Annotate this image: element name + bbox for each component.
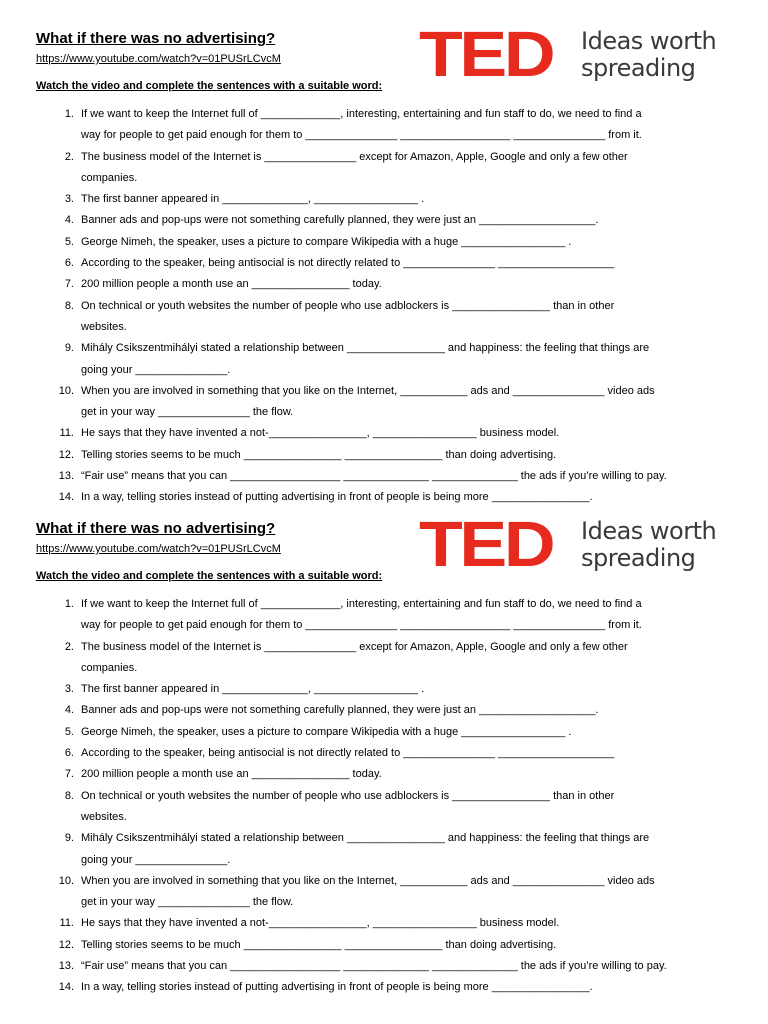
question-item: [0, 913, 768, 934]
question-text: When you are involved in something that you like on the Internet, ___________ ads and _______________ video ads: [81, 384, 655, 397]
ted-wordmark: TED: [419, 508, 553, 580]
question-item: [0, 381, 768, 424]
question-text: George Nimeh, the speaker, uses a picture to compare Wikipedia with a huge _________________ .: [81, 725, 572, 738]
question-text: Banner ads and pop-ups were not something carefully planned, they were just an ___________________.: [81, 704, 599, 717]
question-item: [0, 232, 768, 253]
question-text: If we want to keep the Internet full of _____________, interesting, entertaining and fun staff to do, we need to find a: [81, 108, 642, 120]
question-number: 6.: [64, 747, 74, 760]
question-item: [0, 828, 768, 871]
question-number: 5.: [64, 725, 74, 738]
question-item: [0, 764, 768, 785]
tagline-line-1: Ideas worth: [581, 517, 717, 545]
question-item: [0, 743, 768, 764]
question-text: Mihály Csikszentmihályi stated a relationship between ________________ and happiness: the feeling that things are: [81, 342, 650, 355]
question-item: [0, 935, 768, 956]
question-text-continued: going your _______________.: [81, 363, 231, 376]
question-text: According to the speaker, being antisocial is not directly related to _______________ ___________________: [81, 747, 615, 760]
question-text: George Nimeh, the speaker, uses a picture to compare Wikipedia with a huge _________________ .: [81, 235, 572, 248]
worksheet-copy-2: [0, 490, 768, 994]
question-text: On technical or youth websites the number of people who use adblockers is ________________ than in other: [81, 789, 615, 802]
question-number: 10.: [58, 874, 74, 887]
question-item: [0, 637, 768, 680]
question-text: He says that they have invented a not-________________, _________________ business model.: [81, 917, 560, 930]
question-text: The business model of the Internet is _______________ except for Amazon, Apple, Google and only a few other: [81, 640, 628, 653]
question-number: 4.: [64, 704, 74, 717]
question-number: 13.: [58, 960, 74, 973]
question-number: 9.: [64, 342, 74, 355]
question-number: 14.: [58, 491, 74, 504]
question-text-continued: going your _______________.: [81, 853, 231, 866]
question-item: [0, 104, 768, 147]
question-number: 8.: [64, 299, 74, 312]
video-link[interactable]: https://www.youtube.com/watch?v=01PUSrLCvcM: [36, 53, 281, 65]
question-list: [0, 104, 768, 509]
question-item: [0, 679, 768, 700]
question-number: 11.: [59, 917, 74, 930]
tagline-line-2: spreading: [581, 544, 696, 572]
question-item: [0, 956, 768, 977]
question-item: [0, 786, 768, 829]
question-text-continued: way for people to get paid enough for them to _______________ __________________ _______________ from it.: [81, 129, 642, 142]
question-text: In a way, telling stories instead of putting advertising in front of people is being more ________________.: [81, 981, 593, 994]
question-number: 5.: [64, 235, 74, 248]
question-item: [0, 147, 768, 190]
question-number: 6.: [64, 257, 74, 270]
question-item: [0, 423, 768, 444]
question-number: 14.: [58, 981, 74, 994]
question-number: 2.: [64, 640, 74, 653]
question-text: Banner ads and pop-ups were not something carefully planned, they were just an ___________________.: [81, 214, 599, 227]
question-item: [0, 274, 768, 295]
worksheet-title: What if there was no advertising?: [36, 520, 276, 537]
ted-logo: [419, 508, 734, 580]
ted-wordmark: TED: [419, 18, 553, 90]
question-text: “Fair use” means that you can __________________ ______________ ______________ the ads if you’re willing to pay.: [81, 960, 667, 973]
question-item: [0, 189, 768, 210]
tagline-line-1: Ideas worth: [581, 27, 717, 55]
question-number: 7.: [64, 278, 74, 291]
question-text: On technical or youth websites the number of people who use adblockers is ________________ than in other: [81, 299, 615, 312]
video-link[interactable]: https://www.youtube.com/watch?v=01PUSrLCvcM: [36, 543, 281, 555]
question-number: 12.: [58, 938, 74, 951]
question-number: 1.: [64, 108, 74, 120]
question-number: 4.: [64, 214, 74, 227]
question-item: [0, 210, 768, 231]
question-text: Mihály Csikszentmihályi stated a relationship between ________________ and happiness: the feeling that things are: [81, 832, 650, 845]
question-item: [0, 253, 768, 274]
question-text: 200 million people a month use an ________________ today.: [81, 278, 382, 291]
worksheet-title: What if there was no advertising?: [36, 30, 276, 47]
question-text: In a way, telling stories instead of putting advertising in front of people is being more ________________.: [81, 491, 593, 504]
ted-tagline: [581, 518, 716, 572]
question-text: The business model of the Internet is _______________ except for Amazon, Apple, Google and only a few other: [81, 150, 628, 163]
instructions: Watch the video and complete the sentences with a suitable word:: [36, 570, 383, 582]
question-item: [0, 466, 768, 487]
question-text-continued: get in your way _______________ the flow.: [81, 406, 294, 419]
question-item: [0, 338, 768, 381]
question-text-continued: way for people to get paid enough for them to _______________ __________________ _______________ from it.: [81, 619, 642, 632]
question-number: 10.: [58, 384, 74, 397]
question-item: [0, 871, 768, 914]
question-item: [0, 594, 768, 637]
question-number: 11.: [59, 427, 74, 440]
question-number: 13.: [58, 470, 74, 483]
question-text: 200 million people a month use an ________________ today.: [81, 768, 382, 781]
question-number: 7.: [64, 768, 74, 781]
question-number: 3.: [64, 683, 74, 696]
ted-logo: [419, 18, 734, 90]
question-item: [0, 977, 768, 998]
question-number: 2.: [64, 150, 74, 163]
question-number: 1.: [64, 598, 74, 610]
question-text: If we want to keep the Internet full of _____________, interesting, entertaining and fun staff to do, we need to find a: [81, 598, 642, 610]
question-number: 3.: [64, 193, 74, 206]
question-text: “Fair use” means that you can __________________ ______________ ______________ the ads if you’re willing to pay.: [81, 470, 667, 483]
question-text: Telling stories seems to be much ________________ ________________ than doing advertising.: [81, 448, 557, 461]
question-text-continued: get in your way _______________ the flow.: [81, 896, 294, 909]
question-item: [0, 445, 768, 466]
question-item: [0, 722, 768, 743]
question-text-continued: companies.: [81, 171, 138, 184]
question-text-continued: websites.: [81, 810, 127, 823]
ted-tagline: [581, 28, 716, 82]
question-number: 9.: [64, 832, 74, 845]
worksheet-copy-1: [0, 0, 768, 504]
question-text: According to the speaker, being antisocial is not directly related to _______________ ___________________: [81, 257, 615, 270]
question-text-continued: websites.: [81, 320, 127, 333]
question-item: [0, 296, 768, 339]
question-text: The first banner appeared in ______________, _________________ .: [81, 683, 425, 696]
question-list: [0, 594, 768, 999]
question-item: [0, 700, 768, 721]
question-text: Telling stories seems to be much ________________ ________________ than doing advertising.: [81, 938, 557, 951]
question-text: He says that they have invented a not-________________, _________________ business model.: [81, 427, 560, 440]
question-number: 8.: [64, 789, 74, 802]
question-text: When you are involved in something that you like on the Internet, ___________ ads and _______________ video ads: [81, 874, 655, 887]
question-text-continued: companies.: [81, 661, 138, 674]
instructions: Watch the video and complete the sentences with a suitable word:: [36, 80, 383, 92]
tagline-line-2: spreading: [581, 54, 696, 82]
question-number: 12.: [58, 448, 74, 461]
question-text: The first banner appeared in ______________, _________________ .: [81, 193, 425, 206]
